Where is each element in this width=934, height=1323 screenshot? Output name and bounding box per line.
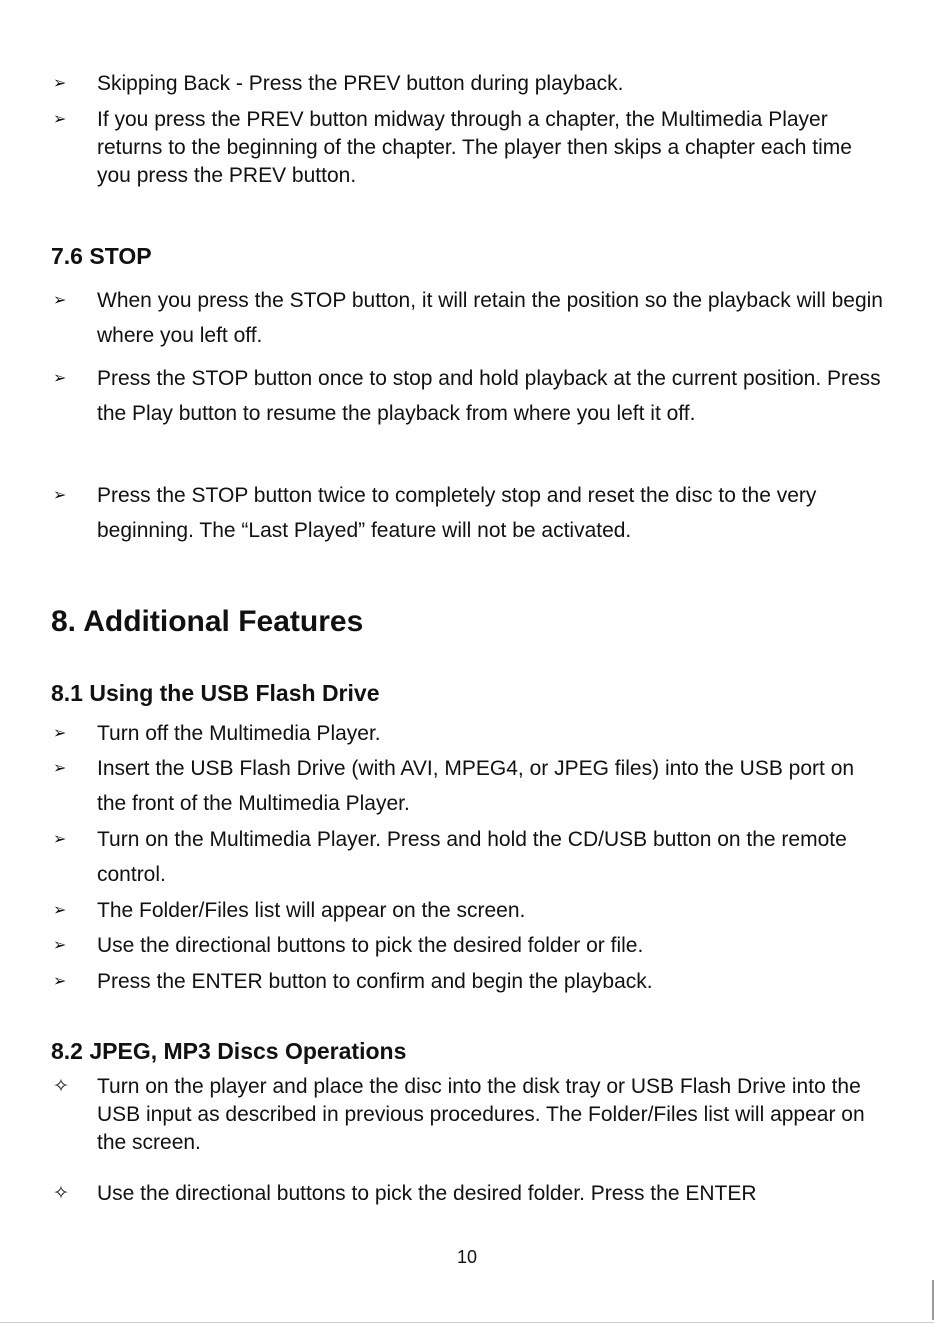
arrow-bullet-icon: ➢ <box>53 111 67 128</box>
list-item-text: Turn off the Multimedia Player. <box>97 722 381 745</box>
list-item-text: Turn on the player and place the disc into the disk tray or USB Flash Drive into the USB input as described in previous procedures. The Folder/Files list will appear on the screen. <box>97 1075 865 1154</box>
list-item-text: Use the directional buttons to pick the desired folder. Press the ENTER <box>97 1182 757 1205</box>
list-item-text: Press the ENTER button to confirm and begin the playback. <box>97 970 653 993</box>
diamond-bullet-icon: ✧ <box>53 1076 69 1097</box>
list-item-text: When you press the STOP button, it will retain the position so the playback will begin where you left off. <box>97 289 883 347</box>
list-item-text: Skipping Back - Press the PREV button during playback. <box>97 72 624 95</box>
arrow-bullet-icon: ➢ <box>53 902 67 919</box>
list-item-text: If you press the PREV button midway through a chapter, the Multimedia Player returns to the beginning of the chapter. The player then skips a chapter each time you press the PREV button. <box>97 108 852 187</box>
list-item-text: Press the STOP button once to stop and hold playback at the current position. Press the Play button to resume the playback from where you left it off. <box>97 367 881 425</box>
diamond-bullet-icon: ✧ <box>53 1183 69 1204</box>
list-item-text: Turn on the Multimedia Player. Press and hold the CD/USB button on the remote control. <box>97 828 847 886</box>
list-item-text: The Folder/Files list will appear on the screen. <box>97 899 526 922</box>
arrow-bullet-icon: ➢ <box>53 487 67 504</box>
arrow-bullet-icon: ➢ <box>53 973 67 990</box>
arrow-bullet-icon: ➢ <box>53 725 67 742</box>
arrow-bullet-icon: ➢ <box>53 831 67 848</box>
arrow-bullet-icon: ➢ <box>53 760 67 777</box>
section-heading-8-2: 8.2 JPEG, MP3 Discs Operations <box>51 1038 407 1064</box>
section-heading-8-1: 8.1 Using the USB Flash Drive <box>51 680 380 706</box>
arrow-bullet-icon: ➢ <box>53 937 67 954</box>
list-item-text: Press the STOP button twice to completely stop and reset the disc to the very beginning. The “Last Played” feature will not be activated. <box>97 484 817 542</box>
page-number: 10 <box>456 1247 478 1267</box>
arrow-bullet-icon: ➢ <box>53 75 67 92</box>
arrow-bullet-icon: ➢ <box>53 292 67 309</box>
list-item-text: Use the directional buttons to pick the desired folder or file. <box>97 934 644 957</box>
chapter-heading-8: 8. Additional Features <box>51 605 364 638</box>
list-item-text: Insert the USB Flash Drive (with AVI, MPEG4, or JPEG files) into the USB port on the front of the Multimedia Player. <box>97 757 855 815</box>
section-heading-7-6: 7.6 STOP <box>51 243 152 269</box>
arrow-bullet-icon: ➢ <box>53 370 67 387</box>
